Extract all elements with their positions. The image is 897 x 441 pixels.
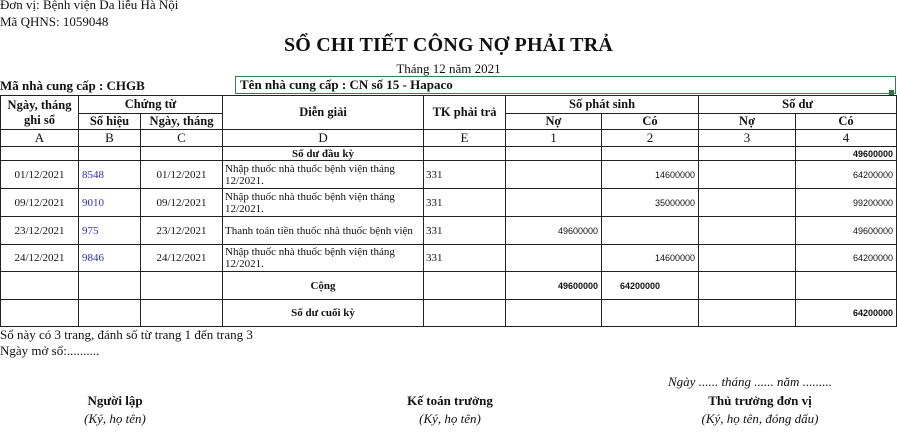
open-date-note: Ngày mở sổ:.......... xyxy=(0,343,100,358)
opening-balance-row xyxy=(1,147,897,161)
row-date: 23/12/2021 xyxy=(1,217,79,245)
header-movement-debit: Nợ xyxy=(506,114,602,130)
letter-cell: 3 xyxy=(699,130,796,147)
row-credit xyxy=(602,217,699,245)
empty-cell xyxy=(506,300,602,327)
signer-preparer-title: Người lập xyxy=(87,393,143,408)
total-credit: 64200000 xyxy=(602,272,699,300)
signer-chief-accountant-sub: (Ký, họ tên) xyxy=(419,411,481,426)
empty-cell xyxy=(602,147,699,161)
closing-label: Số dư cuối kỳ xyxy=(223,300,424,327)
header-voucher-no: Số hiệu xyxy=(79,114,141,130)
letter-cell: 1 xyxy=(506,130,602,147)
supplier-name-cell[interactable]: Tên nhà cung cấp : CN số 15 - Hapaco xyxy=(235,76,896,94)
letter-cell: 2 xyxy=(602,130,699,147)
table-row xyxy=(1,189,897,217)
header-balance: Số dư xyxy=(699,96,897,114)
empty-cell xyxy=(79,272,141,300)
header-description: Diễn giải xyxy=(223,96,424,130)
qhns-code: Mã QHNS: 1059048 xyxy=(0,14,109,29)
empty-cell xyxy=(1,272,79,300)
row-description: Nhập thuốc nhà thuốc bệnh viện tháng 12/2021. xyxy=(223,245,424,272)
row-balance-debit xyxy=(699,217,796,245)
signature-date: Ngày ...... tháng ...... năm ......... xyxy=(668,374,832,389)
row-balance-debit xyxy=(699,161,796,189)
empty-cell xyxy=(699,300,796,327)
signer-head-sub: (Ký, họ tên, đóng dấu) xyxy=(701,411,819,426)
row-account: 331 xyxy=(424,245,506,272)
signer-chief-accountant-title: Kế toán trưởng xyxy=(407,393,493,408)
row-account: 331 xyxy=(424,189,506,217)
row-credit: 14600000 xyxy=(602,245,699,272)
letter-cell: C xyxy=(141,130,223,147)
period-label: Tháng 12 năm 2021 xyxy=(396,61,501,76)
total-row xyxy=(1,272,897,300)
empty-cell xyxy=(79,300,141,327)
row-description: Thanh toán tiền thuốc nhà thuốc bệnh viện xyxy=(223,217,424,245)
page-title: SỔ CHI TIẾT CÔNG NỢ PHẢI TRẢ xyxy=(283,34,613,56)
unit-name: Đơn vị: Bệnh viện Da liễu Hà Nội xyxy=(0,0,179,12)
letter-cell: B xyxy=(79,130,141,147)
table-row xyxy=(1,161,897,189)
header-date-recorded: Ngày, tháng ghi sổ xyxy=(1,96,79,130)
ledger-table xyxy=(0,95,897,327)
row-balance-debit xyxy=(699,245,796,272)
row-voucher-date: 09/12/2021 xyxy=(141,189,223,217)
header-account: TK phải trả xyxy=(424,96,506,130)
row-voucher-no: 8548 xyxy=(79,161,141,189)
row-voucher-no: 975 xyxy=(79,217,141,245)
empty-cell xyxy=(1,300,79,327)
letter-cell: D xyxy=(223,130,424,147)
row-balance-credit: 99200000 xyxy=(796,189,897,217)
table-row xyxy=(1,245,897,272)
row-account: 331 xyxy=(424,217,506,245)
row-voucher-no: 9010 xyxy=(79,189,141,217)
row-balance-credit: 49600000 xyxy=(796,217,897,245)
header-balance-credit: Có xyxy=(796,114,897,130)
supplier-code: Mã nhà cung cấp : CHGB xyxy=(0,78,145,93)
signer-head-title: Thủ trưởng đơn vị xyxy=(708,393,812,408)
header-movement: Số phát sinh xyxy=(506,96,699,114)
signer-preparer-sub: (Ký, họ tên) xyxy=(84,411,146,426)
row-debit xyxy=(506,161,602,189)
row-voucher-date: 01/12/2021 xyxy=(141,161,223,189)
empty-cell xyxy=(424,272,506,300)
row-description: Nhập thuốc nhà thuốc bệnh viện tháng 12/2021. xyxy=(223,161,424,189)
row-credit: 35000000 xyxy=(602,189,699,217)
closing-balance-credit: 64200000 xyxy=(796,300,897,327)
header-movement-credit: Có xyxy=(602,114,699,130)
total-label: Cộng xyxy=(223,272,424,300)
closing-balance-row xyxy=(1,300,897,327)
row-date: 24/12/2021 xyxy=(1,245,79,272)
row-account: 331 xyxy=(424,161,506,189)
row-date: 09/12/2021 xyxy=(1,189,79,217)
empty-cell xyxy=(506,147,602,161)
pages-note: Sổ này có 3 trang, đánh số từ trang 1 đến trang 3 xyxy=(0,327,253,342)
letter-cell: E xyxy=(424,130,506,147)
opening-balance-credit: 49600000 xyxy=(796,147,897,161)
row-voucher-date: 24/12/2021 xyxy=(141,245,223,272)
header-balance-debit: Nợ xyxy=(699,114,796,130)
empty-cell xyxy=(141,272,223,300)
row-date: 01/12/2021 xyxy=(1,161,79,189)
empty-cell xyxy=(796,272,897,300)
empty-cell xyxy=(141,147,223,161)
empty-cell xyxy=(424,300,506,327)
empty-cell xyxy=(1,147,79,161)
empty-cell xyxy=(699,147,796,161)
empty-cell xyxy=(79,147,141,161)
opening-label: Số dư đầu kỳ xyxy=(223,147,424,161)
header-voucher-date: Ngày, tháng xyxy=(141,114,223,130)
empty-cell xyxy=(699,272,796,300)
header-voucher: Chứng từ xyxy=(79,96,223,114)
empty-cell xyxy=(602,300,699,327)
letter-cell: 4 xyxy=(796,130,897,147)
row-debit xyxy=(506,245,602,272)
row-credit: 14600000 xyxy=(602,161,699,189)
letter-cell: A xyxy=(1,130,79,147)
row-balance-credit: 64200000 xyxy=(796,245,897,272)
table-row xyxy=(1,217,897,245)
row-description: Nhập thuốc nhà thuốc bệnh viện tháng 12/2021. xyxy=(223,189,424,217)
row-voucher-date: 23/12/2021 xyxy=(141,217,223,245)
total-debit: 49600000 xyxy=(506,272,602,300)
row-debit: 49600000 xyxy=(506,217,602,245)
row-balance-credit: 64200000 xyxy=(796,161,897,189)
letter-row xyxy=(1,130,897,147)
row-voucher-no: 9846 xyxy=(79,245,141,272)
row-debit xyxy=(506,189,602,217)
empty-cell xyxy=(141,300,223,327)
row-balance-debit xyxy=(699,189,796,217)
empty-cell xyxy=(424,147,506,161)
